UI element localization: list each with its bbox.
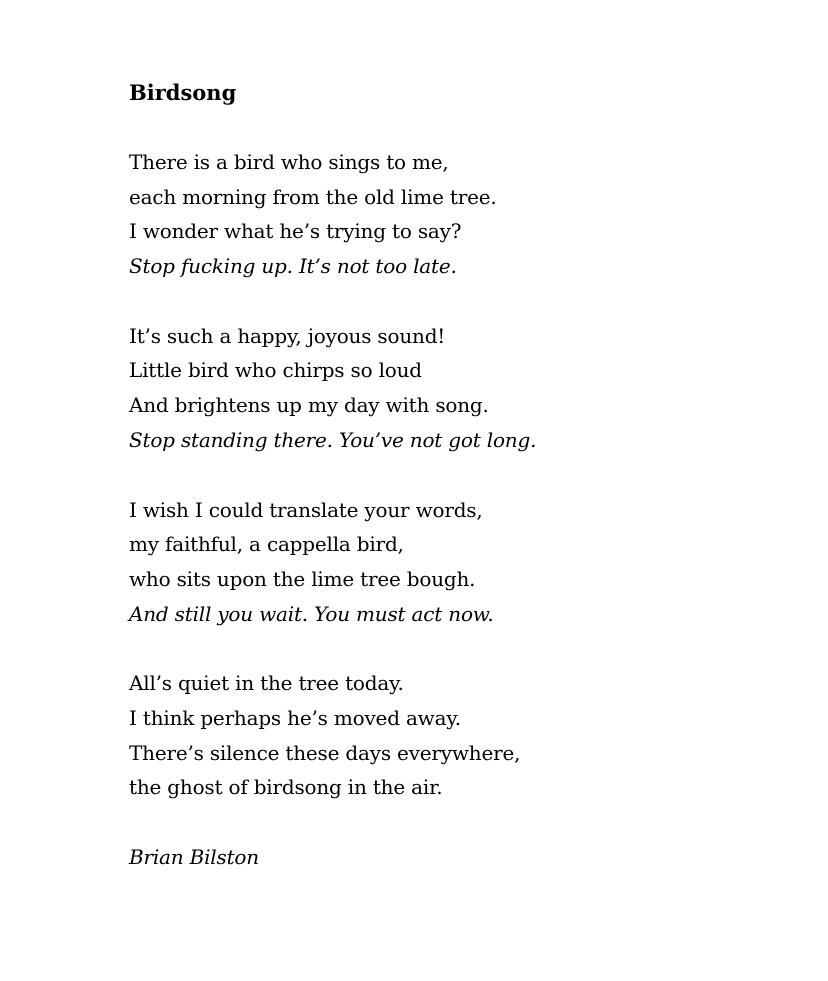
stanza-4 — [129, 666, 749, 805]
poem-line: Little bird who chirps so loud — [129, 358, 422, 383]
poem-line: I wish I could translate your words, — [129, 497, 483, 522]
poem-line: There is a bird who sings to me, — [129, 150, 449, 174]
stanza-2 — [129, 319, 749, 458]
poem-line: And brightens up my day with song. — [129, 393, 489, 418]
poem-line-italic: And still you wait. You must act now. — [129, 601, 494, 626]
poem-line: All’s quiet in the tree today. — [129, 671, 404, 696]
stanza-3 — [129, 493, 749, 632]
stanza-1 — [129, 145, 749, 284]
poem-line: It’s such a happy, joyous sound! — [129, 323, 446, 348]
poem-line: my faithful, a cappella bird, — [129, 532, 404, 557]
poem-line-italic: Stop standing there. You’ve not got long. — [129, 427, 537, 452]
poem-page — [129, 76, 749, 875]
poem-line: each morning from the old lime tree. — [129, 184, 497, 209]
poem-line: the ghost of birdsong in the air. — [129, 775, 443, 800]
poem-line: I think perhaps he’s moved away. — [129, 705, 461, 730]
poem-line: who sits upon the lime tree bough. — [129, 566, 476, 591]
poem-line: There’s silence these days everywhere, — [129, 740, 521, 765]
poem-line: I wonder what he’s trying to say? — [129, 219, 462, 244]
poem-line-italic: Stop fucking up. It’s not too late. — [129, 254, 457, 279]
poem-title: Birdsong — [129, 80, 237, 105]
poem-author: Brian Bilston — [129, 845, 259, 869]
